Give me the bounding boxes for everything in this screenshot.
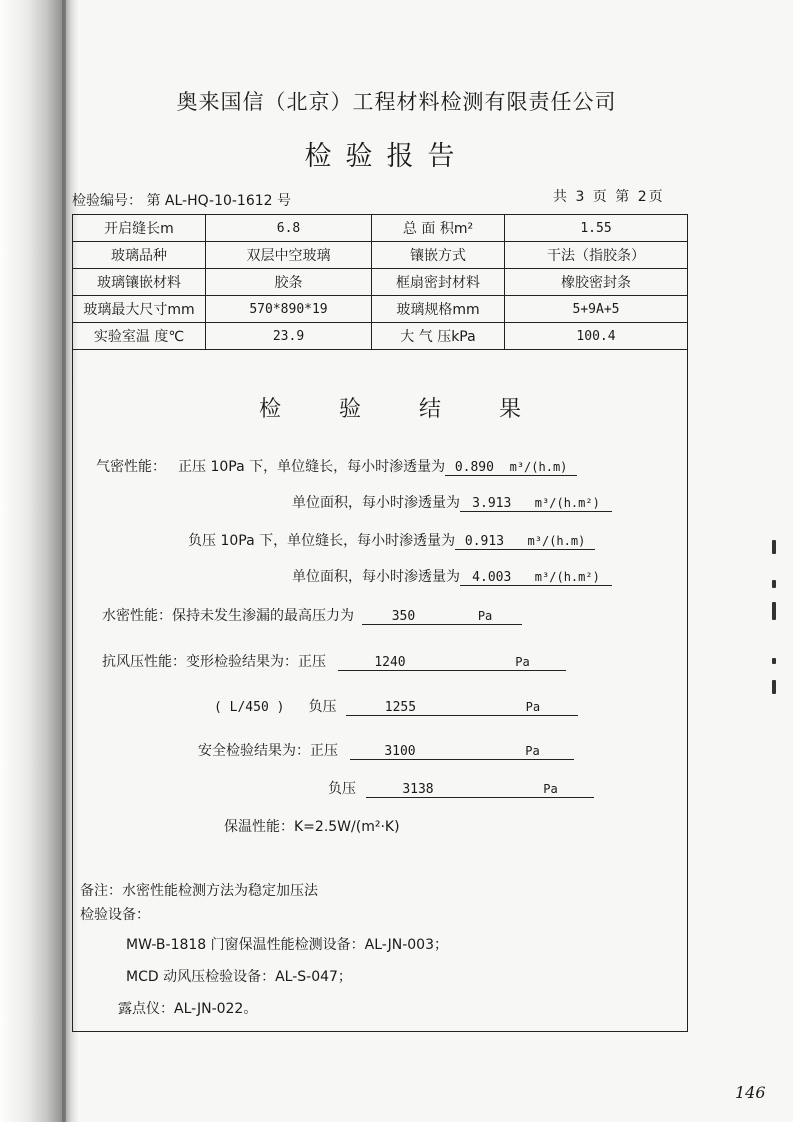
table-cell: 橡胶密封条: [505, 269, 688, 296]
value-text: 0.890: [454, 460, 494, 475]
air-neg-length-line: [188, 530, 595, 550]
air-label: 气密性能：: [96, 459, 166, 475]
table-cell: 玻璃最大尺寸mm: [73, 296, 206, 323]
table-cell: 1.55: [505, 215, 688, 242]
value-text: 1255: [384, 700, 417, 715]
unit-text: Pa: [477, 609, 493, 623]
air-pos-length-value: [445, 460, 577, 476]
table-cell: 实验室温 度℃: [73, 323, 206, 350]
air-neg-area-value: [460, 570, 612, 586]
wind-deform-neg-line: [214, 696, 578, 716]
scan-specks: [772, 540, 784, 700]
wind-prefix: 抗风压性能：变形检验结果为：正压: [102, 654, 326, 670]
wind-deform-pos-line: [102, 651, 566, 671]
table-cell: 570*890*19: [206, 296, 372, 323]
table-row: [73, 242, 688, 269]
handwritten-page-number: 146: [735, 1083, 766, 1102]
value-text: 3138: [402, 782, 434, 797]
table-cell: 玻璃镶嵌材料: [73, 269, 206, 296]
unit-text: m³/(h.m²): [534, 570, 600, 584]
table-cell: 玻璃品种: [73, 242, 206, 269]
table-cell: 玻璃规格mm: [372, 296, 505, 323]
wind-deform-neg-value: [346, 700, 578, 716]
table-cell: 胶条: [206, 269, 372, 296]
table-cell: 6.8: [206, 215, 372, 242]
unit-text: Pa: [525, 744, 540, 758]
table-cell: 开启缝长m: [73, 215, 206, 242]
unit-text: Pa: [515, 655, 530, 669]
report-title: 检验报告: [304, 141, 469, 172]
value-text: 350: [391, 609, 416, 624]
equipment-label: 检验设备：: [80, 907, 150, 923]
wind-safety-pos-value: [350, 744, 574, 760]
equipment-item: MW-B-1818 门窗保温性能检测设备：AL-JN-003；: [126, 937, 448, 953]
thermal-line: 保温性能：K=2.5W/(m²·K): [224, 819, 400, 835]
equipment-item: 露点仪：AL-JN-022。: [118, 1001, 258, 1017]
table-cell: 总 面 积m²: [372, 215, 505, 242]
air-neg-prefix: 负压 10Pa 下，单位缝长，每小时渗透量为: [188, 533, 456, 549]
air-pos-length-line: [96, 456, 577, 476]
air-area-prefix: 单位面积，每小时渗透量为: [292, 569, 460, 585]
page-info: 共 3 页 第 2页: [553, 189, 665, 205]
table-row: [73, 296, 688, 323]
deformation-ratio: ( L/450 ): [214, 700, 285, 715]
company-name: 奥来国信（北京）工程材料检测有限责任公司: [176, 90, 617, 114]
equipment-item: MCD 动风压检验设备：AL-S-047；: [126, 969, 352, 985]
unit-text: m³/(h.m²): [534, 496, 600, 510]
safety-prefix: 安全检验结果为：正压: [198, 743, 338, 759]
value-text: 0.913: [464, 534, 505, 549]
value-text: 1240: [374, 655, 406, 670]
info-table: [72, 214, 688, 350]
table-cell: 镶嵌方式: [372, 242, 505, 269]
value-text: 3.913: [472, 496, 512, 511]
air-area-prefix: 单位面积，每小时渗透量为: [292, 495, 460, 511]
value-text: 3100: [384, 744, 416, 759]
table-cell: 干法（指胶条）: [505, 242, 688, 269]
remark: 备注：水密性能检测方法为稳定加压法: [80, 883, 318, 899]
neg-label: 负压: [328, 781, 356, 797]
table-cell: 框扇密封材料: [372, 269, 505, 296]
table-row: [73, 269, 688, 296]
air-neg-length-value: [455, 534, 595, 550]
wind-safety-neg-line: [328, 778, 594, 798]
water-line: [102, 605, 522, 625]
water-prefix: 水密性能：保持未发生渗漏的最高压力为: [102, 608, 354, 624]
unit-text: m³/(h.m): [509, 460, 568, 474]
unit-text: m³/(h.m): [527, 534, 586, 548]
unit-text: Pa: [543, 782, 558, 796]
wind-safety-pos-line: [198, 740, 574, 760]
results-title: 检验结果: [259, 397, 580, 422]
table-row: [73, 323, 688, 350]
wind-deform-pos-value: [338, 655, 566, 671]
report-number: 检验编号： 第 AL-HQ-10-1612 号: [72, 193, 292, 209]
unit-text: Pa: [525, 700, 541, 714]
air-pos-area-line: [292, 492, 612, 512]
wind-safety-neg-value: [366, 782, 594, 798]
table-cell: 5+9A+5: [505, 296, 688, 323]
air-neg-area-line: [292, 566, 612, 586]
table-cell: 大 气 压kPa: [372, 323, 505, 350]
neg-label: 负压: [308, 699, 337, 715]
value-text: 4.003: [472, 570, 512, 585]
table-cell: 双层中空玻璃: [206, 242, 372, 269]
water-value: [362, 609, 522, 625]
air-pos-prefix: 正压 10Pa 下，单位缝长，每小时渗透量为: [178, 459, 446, 475]
table-cell: 23.9: [206, 323, 372, 350]
table-row: [73, 215, 688, 242]
table-cell: 100.4: [505, 323, 688, 350]
air-pos-area-value: [460, 496, 612, 512]
